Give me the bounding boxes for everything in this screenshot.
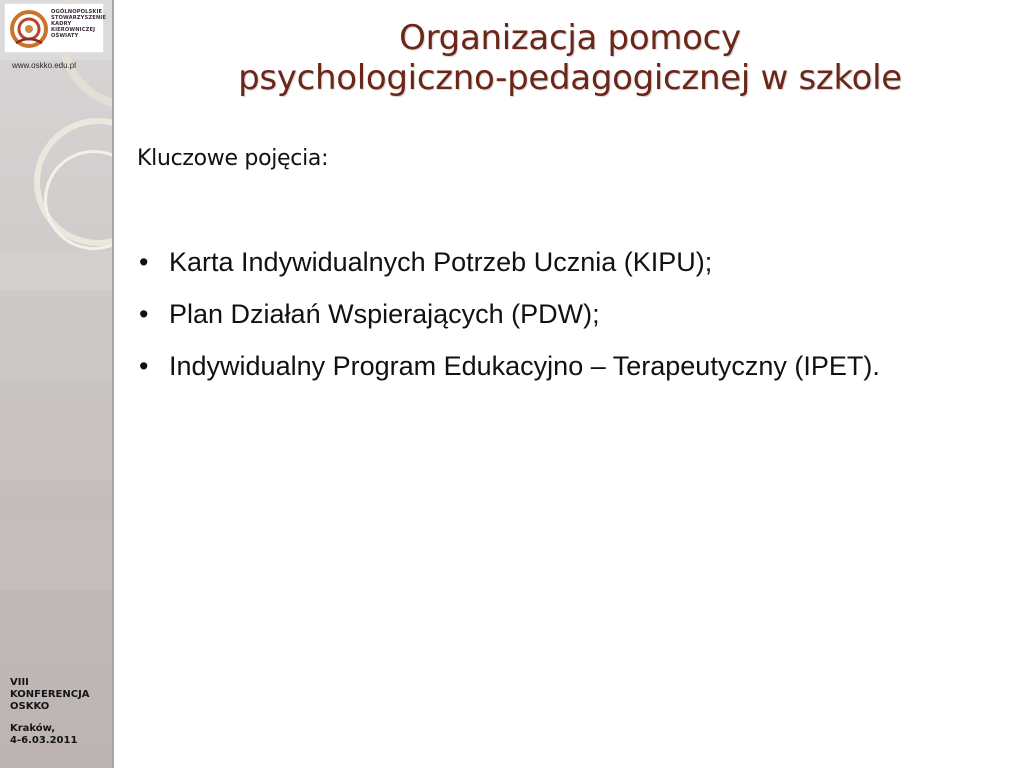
- sidebar-band: [0, 420, 113, 480]
- website-link[interactable]: www.oskko.edu.pl: [12, 61, 77, 70]
- logo-text: [51, 9, 107, 39]
- bullet-icon: •: [139, 247, 149, 277]
- bullet-text: Karta Indywidualnych Potrzeb Ucznia (KIPU);: [169, 247, 713, 277]
- slide-title-line: psychologiczno-pedagogicznej w szkole: [238, 58, 902, 98]
- sidebar-divider: [112, 0, 114, 768]
- logo-text-line: OŚWIATY: [51, 33, 79, 39]
- bullet-item: [137, 298, 967, 330]
- bullet-item: [137, 246, 967, 278]
- logo-text-line: KADRY: [51, 21, 72, 27]
- conference-date: 4-6.03.2011: [10, 735, 78, 746]
- sidebar-band: [0, 520, 113, 590]
- sidebar-band: [0, 330, 113, 380]
- slide-subheading: Kluczowe pojęcia:: [137, 146, 329, 171]
- bullet-item: [137, 350, 967, 382]
- bullet-text: Indywidualny Program Edukacyjno – Terapeutyczny (IPET).: [169, 351, 880, 381]
- logo-text-line: KIEROWNICZEJ: [51, 27, 96, 33]
- conference-organizer: OSKKO: [10, 701, 50, 712]
- logo-text-line: STOWARZYSZENIE: [51, 15, 106, 21]
- bullet-list: [137, 246, 967, 402]
- sidebar-band: [0, 250, 113, 290]
- slide-title-line: Organizacja pomocy: [399, 18, 741, 58]
- conference-place: Kraków,: [10, 723, 56, 734]
- conference-label: KONFERENCJA: [10, 689, 90, 700]
- slide-title: [120, 18, 1020, 98]
- bullet-icon: •: [139, 351, 149, 381]
- conference-edition: VIII: [10, 677, 29, 688]
- sidebar-decoration: [0, 0, 113, 768]
- conference-info: [10, 677, 113, 747]
- bullet-text: Plan Działań Wspierających (PDW);: [169, 299, 600, 329]
- oskko-logo: [4, 3, 104, 53]
- oskko-logo-icon: [8, 7, 50, 51]
- bullet-icon: •: [139, 299, 149, 329]
- logo-text-line: OGÓLNOPOLSKIE: [51, 9, 103, 15]
